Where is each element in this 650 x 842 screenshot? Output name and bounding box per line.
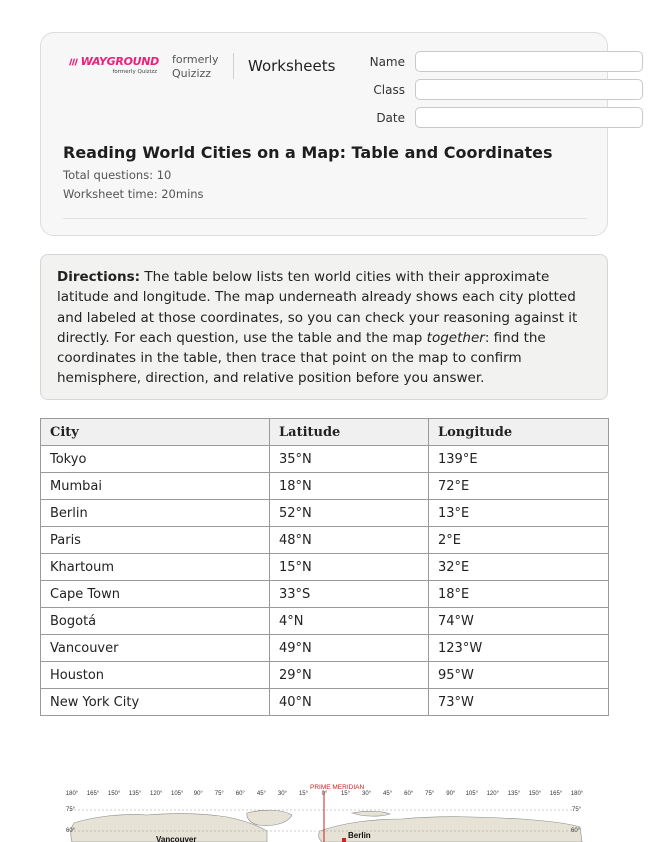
formerly-quizizz <box>172 53 219 81</box>
name-field-row <box>359 50 649 73</box>
longitude-cell: 18°E <box>429 581 609 608</box>
directions-text-before: The table below lists ten world cities with their approximate latitude and longitude. The map underneath already shows each city plotted and labeled at those coordinates, so you can check your reasoning against it directly. For each question, use the table and the map <box>57 269 578 346</box>
longitude-tick-label: 105° <box>170 791 184 797</box>
longitude-cell: 32°E <box>429 554 609 581</box>
longitude-tick-label: 90° <box>193 791 203 797</box>
table-header-row <box>41 419 609 446</box>
longitude-tick-label: 120° <box>486 791 500 797</box>
directions-label: Directions: <box>57 269 141 285</box>
wayground-logo-icon <box>69 57 79 67</box>
table-row <box>41 473 609 500</box>
longitude-tick-label: 150° <box>107 791 121 797</box>
berlin-marker <box>342 838 346 842</box>
latitude-cell: 18°N <box>270 473 429 500</box>
longitude-cell: 13°E <box>429 500 609 527</box>
longitude-tick-label: 45° <box>256 791 266 797</box>
table-row <box>41 662 609 689</box>
longitude-tick-labels <box>66 791 584 797</box>
header-rule <box>63 218 587 219</box>
city-cell: Khartoum <box>41 554 270 581</box>
city-cell: Vancouver <box>41 635 270 662</box>
map-land <box>71 810 582 842</box>
city-label-vancouver: Vancouver <box>156 835 197 842</box>
longitude-tick-label: 45° <box>383 791 393 797</box>
longitude-tick-label: 30° <box>277 791 287 797</box>
table-row <box>41 527 609 554</box>
date-field-row <box>359 106 649 129</box>
directions-emphasis: together <box>426 329 485 346</box>
table-row <box>41 446 609 473</box>
latitude-cell: 29°N <box>270 662 429 689</box>
longitude-tick-label: 180° <box>65 791 79 797</box>
city-cell: Paris <box>41 527 270 554</box>
longitude-tick-label: 180° <box>570 791 584 797</box>
longitude-tick-label: 135° <box>507 791 521 797</box>
longitude-cell: 139°E <box>429 446 609 473</box>
latitude-cell: 33°S <box>270 581 429 608</box>
longitude-tick-label: 60° <box>235 791 245 797</box>
longitude-tick-label: 165° <box>86 791 100 797</box>
longitude-tick-label: 30° <box>362 791 372 797</box>
class-field[interactable] <box>415 79 643 100</box>
longitude-cell: 73°W <box>429 689 609 716</box>
worksheet-title: Reading World Cities on a Map: Table and Coordinates <box>63 143 553 162</box>
longitude-tick-label: 135° <box>128 791 142 797</box>
longitude-tick-label: 165° <box>549 791 563 797</box>
city-cell: Berlin <box>41 500 270 527</box>
longitude-cell: 95°W <box>429 662 609 689</box>
latitude-cell: 35°N <box>270 446 429 473</box>
world-map <box>52 783 592 842</box>
city-cell: New York City <box>41 689 270 716</box>
longitude-cell: 74°W <box>429 608 609 635</box>
formerly-line1: formerly <box>172 53 219 66</box>
longitude-tick-label: 120° <box>149 791 163 797</box>
longitude-tick-label: 75° <box>214 791 224 797</box>
class-label: Class <box>373 82 405 97</box>
longitude-cell: 72°E <box>429 473 609 500</box>
logo-text: WAYGROUND <box>80 55 159 68</box>
latitude-cell: 52°N <box>270 500 429 527</box>
longitude-tick-label: 60° <box>404 791 414 797</box>
city-cell: Bogotá <box>41 608 270 635</box>
header-divider <box>233 53 234 79</box>
table-row <box>41 554 609 581</box>
longitude-tick-label: 90° <box>446 791 456 797</box>
table-row <box>41 500 609 527</box>
city-cell: Cape Town <box>41 581 270 608</box>
longitude-tick-label: 105° <box>465 791 479 797</box>
latitude-cell: 48°N <box>270 527 429 554</box>
date-field[interactable] <box>415 107 643 128</box>
longitude-tick-label: 15° <box>340 791 351 797</box>
longitude-cell: 123°W <box>429 635 609 662</box>
worksheet-header <box>40 32 608 236</box>
formerly-line2: Quizizz <box>172 67 212 80</box>
latitude-cell: 4°N <box>270 608 429 635</box>
longitude-tick-label: 15° <box>298 791 309 797</box>
column-header-latitude: Latitude <box>270 419 429 446</box>
table-row <box>41 689 609 716</box>
lat-tick-right: 60° <box>571 828 581 834</box>
lat-tick-left: 60° <box>66 828 76 834</box>
date-label: Date <box>376 110 405 125</box>
world-map-svg <box>52 783 592 842</box>
longitude-tick-label: 150° <box>528 791 542 797</box>
name-label: Name <box>369 54 405 69</box>
column-header-longitude: Longitude <box>429 419 609 446</box>
longitude-cell: 2°E <box>429 527 609 554</box>
column-header-city: City <box>41 419 270 446</box>
logo-subtext: formerly Quizizz <box>112 69 157 75</box>
name-field[interactable] <box>415 51 643 72</box>
class-field-row <box>359 78 649 101</box>
latitude-cell: 40°N <box>270 689 429 716</box>
directions-box <box>40 254 608 400</box>
city-cell: Tokyo <box>41 446 270 473</box>
directions-text-after: : find the coordinates in the table, then trace that point on the map to confirm hemisphere, direction, and relative position before you answer. <box>57 329 546 387</box>
worksheets-label: Worksheets <box>248 57 336 75</box>
latitude-cell: 49°N <box>270 635 429 662</box>
lat-tick-left: 75° <box>66 807 76 813</box>
prime-meridian-label: PRIME MERIDIAN <box>310 784 365 791</box>
worksheet-time: Worksheet time: 20mins <box>63 187 204 201</box>
lat-tick-right: 75° <box>572 807 582 813</box>
total-questions: Total questions: 10 <box>63 168 172 182</box>
longitude-tick-label: 75° <box>425 791 435 797</box>
arctic-islands <box>352 811 390 816</box>
city-cell: Mumbai <box>41 473 270 500</box>
city-label-berlin: Berlin <box>348 831 371 840</box>
latitude-cell: 15°N <box>270 554 429 581</box>
wayground-logo <box>69 55 159 75</box>
table-row <box>41 581 609 608</box>
city-cell: Houston <box>41 662 270 689</box>
table-row <box>41 608 609 635</box>
greenland-landmass <box>247 810 292 825</box>
cities-table <box>40 418 609 716</box>
table-row <box>41 635 609 662</box>
longitude-tick-label: 0° <box>321 791 328 797</box>
